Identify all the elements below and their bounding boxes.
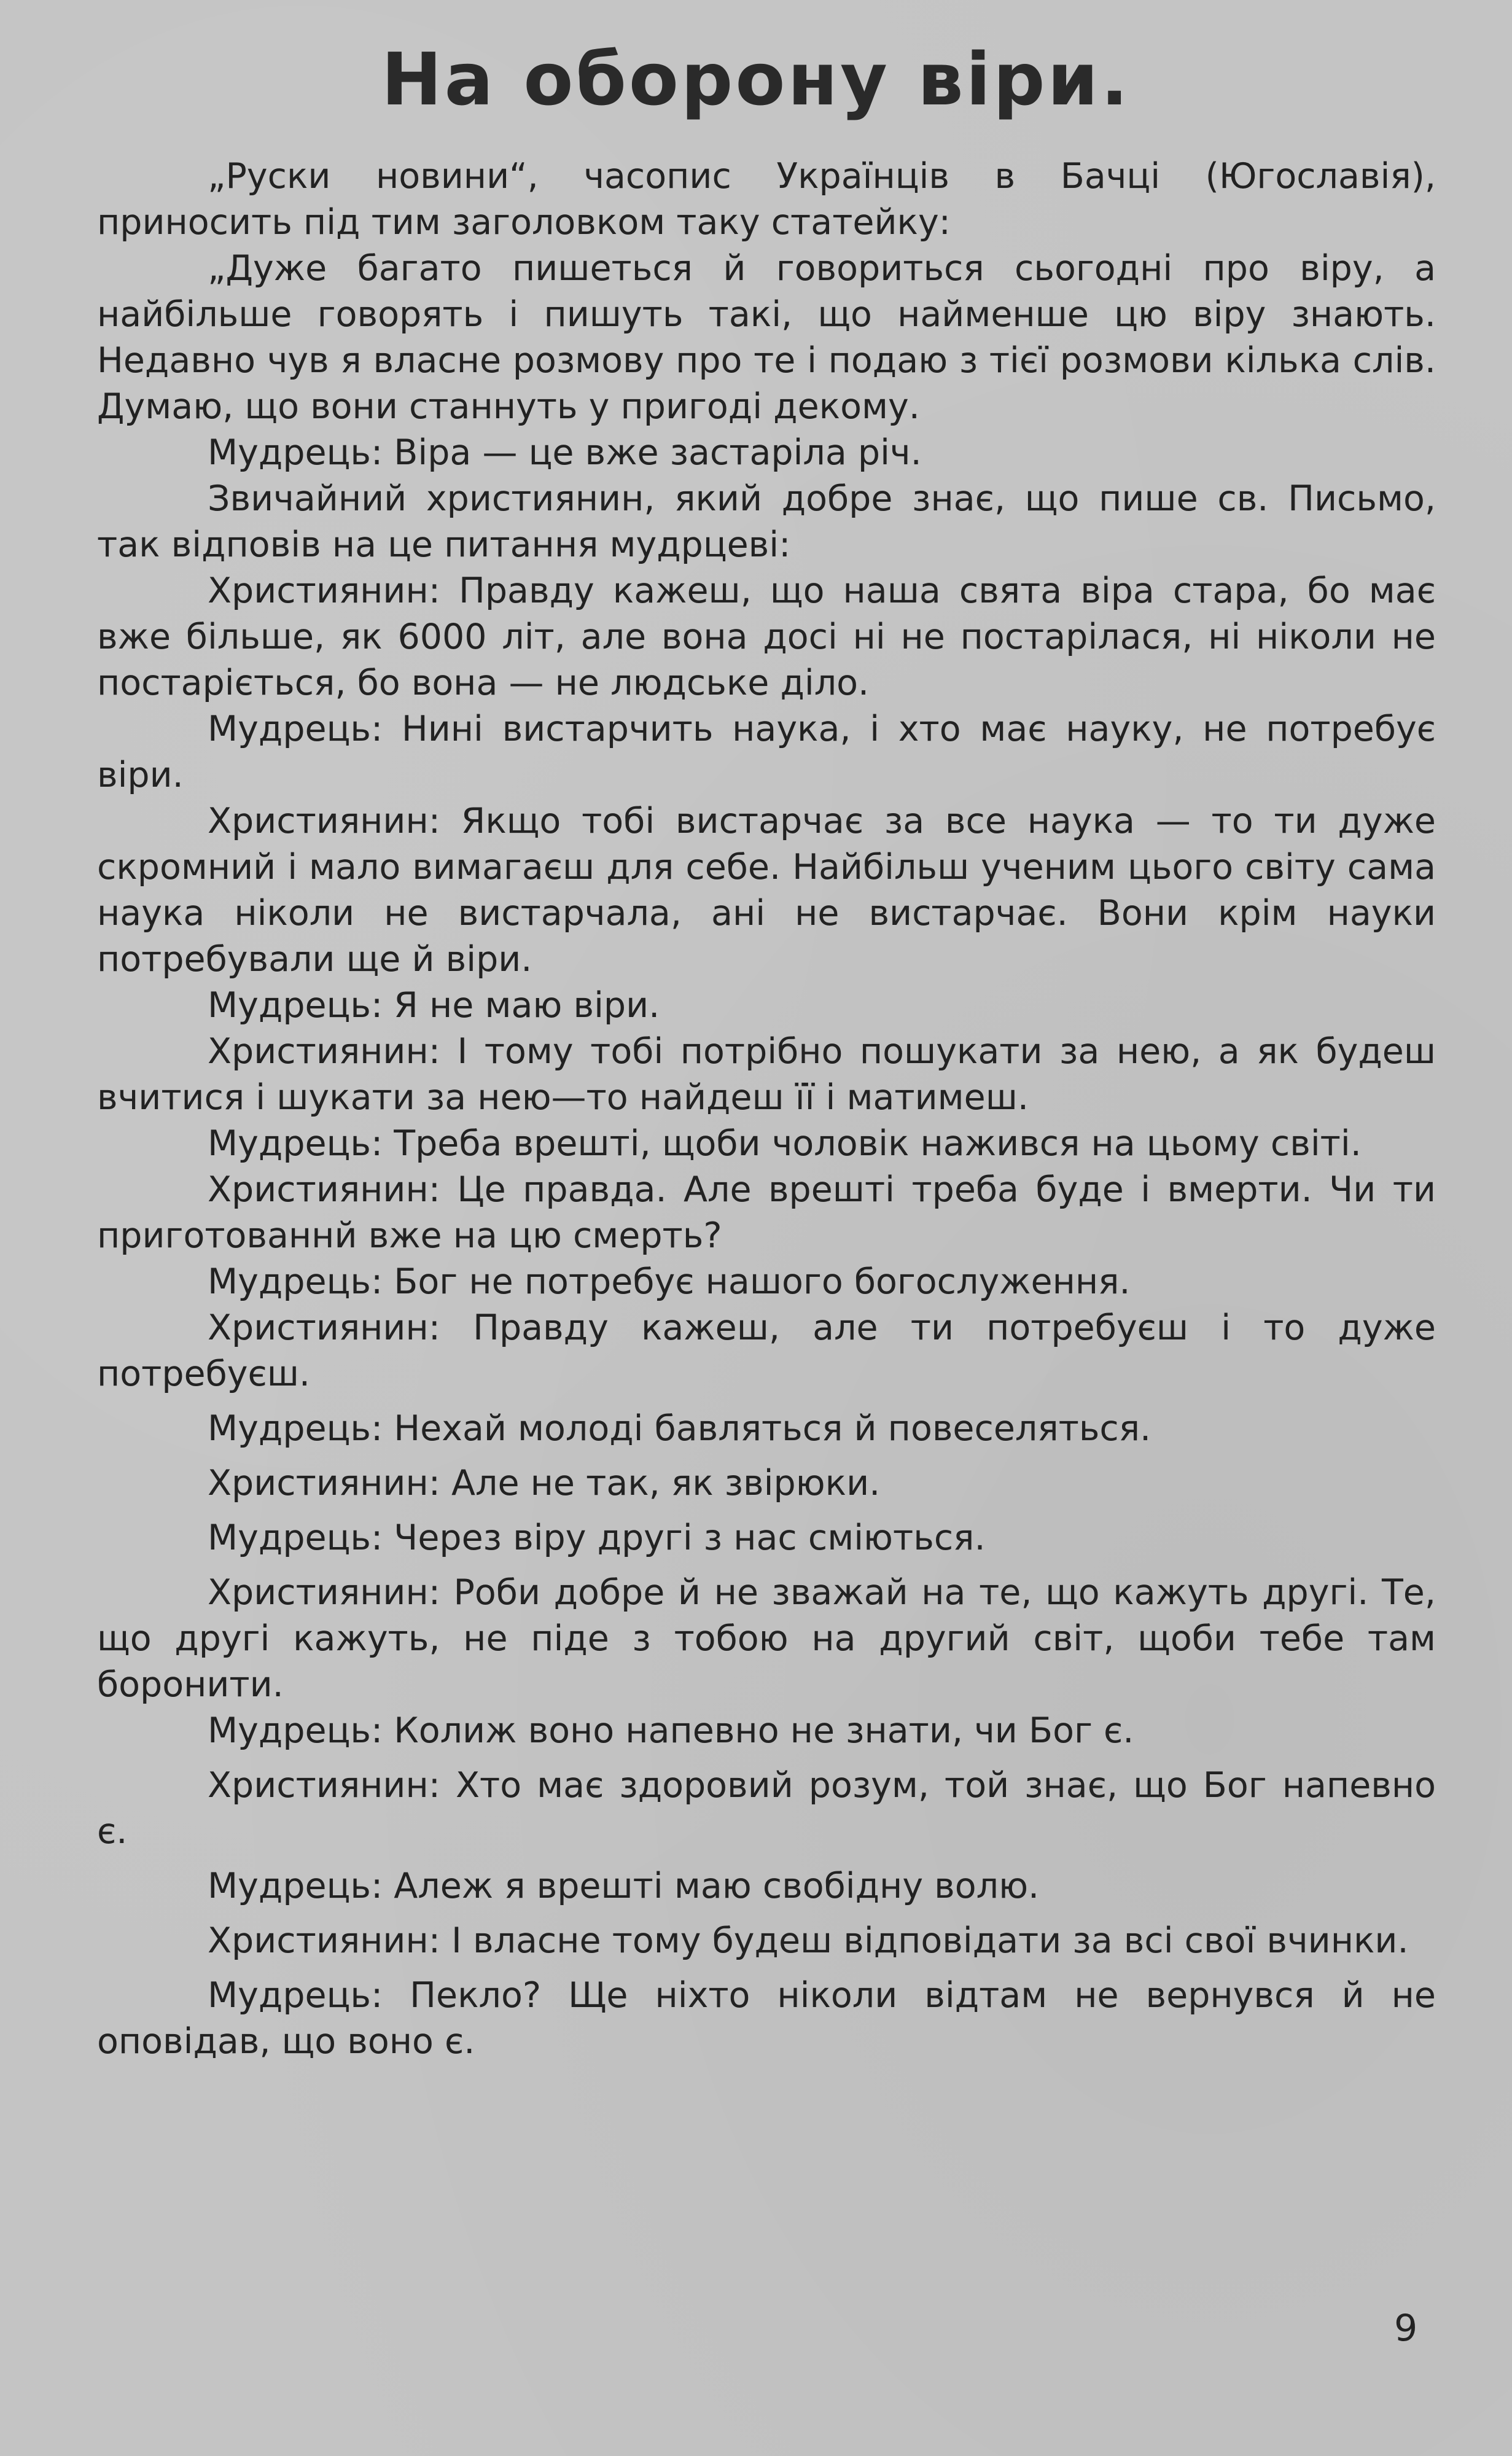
paragraph: Християнин: Правду кажеш, що наша свята віра стара, бо має вже більше, як 6000 літ, але вона досі ні не постарілася, ні ніколи не постаріється, бо вона — не людське діло.: [97, 571, 1436, 703]
paragraph: Мудрець: Треба врешті, щоби чоловік нажився на цьому світі.: [208, 1123, 1362, 1164]
paragraph: Християнин: І власне тому будеш відповідати за всі свої вчинки.: [208, 1920, 1409, 1961]
paragraph: Звичайний християнин, який добре знає, що пише св. Письмо, так відповів на це питання мудрцеві:: [97, 478, 1436, 565]
article-body: [97, 154, 1436, 2065]
paragraph: Мудрець: Бог не потребує нашого богослуження.: [208, 1261, 1131, 1302]
paragraph: Мудрець: Колиж воно напевно не знати, чи Бог є.: [208, 1710, 1134, 1751]
paragraph: Мудрець: Пекло? Ще ніхто ніколи відтам не вернувся й не оповідав, що воно є.: [97, 1975, 1436, 2062]
paragraph: „Дуже багато пишеться й говориться сьогодні про віру, а найбільше говорять і пишуть такі, що найменше цю віру знають. Недавно чув я власне розмову про те і подаю з тієї розмови кілька слів. Думаю, що вони станнуть у пригоді декому.: [97, 248, 1436, 427]
paragraph: Християнин: Якщо тобі вистарчає за все наука — то ти дуже скромний і мало вимагаєш для себе. Найбільш ученим цього світу сама наука ніколи не вистарчала, ані не вистарчає. Вони крім науки потребували ще й віри.: [97, 801, 1436, 980]
paragraph: Мудрець: Через віру другі з нас сміються.: [208, 1518, 986, 1558]
paragraph: Християнин: Правду кажеш, але ти потребуєш і то дуже потребуєш.: [97, 1308, 1436, 1394]
page-number: 9: [1394, 2307, 1418, 2350]
paragraph: Мудрець: Нині вистарчить наука, і хто має науку, не потребує віри.: [97, 709, 1436, 795]
paragraph: Мудрець: Віра — це вже застаріла річ.: [208, 432, 922, 473]
paragraph: Християнин: Це правда. Але врешті треба буде і вмерти. Чи ти приготованнй вже на цю смерть?: [97, 1169, 1436, 1256]
paragraph: Християнин: І тому тобі потрібно пошукати за нею, а як будеш вчитися і шукати за нею—то найдеш її і матимеш.: [97, 1031, 1436, 1118]
paragraph: Мудрець: Алеж я врешті маю свобідну волю.: [208, 1866, 1040, 1906]
paragraph: Мудрець: Я не маю віри.: [208, 985, 660, 1026]
paragraph: „Руски новини“, часопис Українців в Бачці (Югославія), приносить під тим заголовком таку статейку:: [97, 156, 1436, 243]
page-title: На оборону віри.: [381, 37, 1131, 122]
paragraph: Християнин: Але не так, як звірюки.: [208, 1463, 881, 1503]
paragraph: Християнин: Роби добре й не зважай на те, що кажуть другі. Те, що другі кажуть, не піде з тобою на другий світ, щоби тебе там боронити.: [97, 1572, 1436, 1705]
paragraph: Мудрець: Нехай молоді бавляться й повеселяться.: [208, 1408, 1152, 1449]
paragraph: Християнин: Хто має здоровий розум, той знає, що Бог напевно є.: [97, 1765, 1436, 1852]
